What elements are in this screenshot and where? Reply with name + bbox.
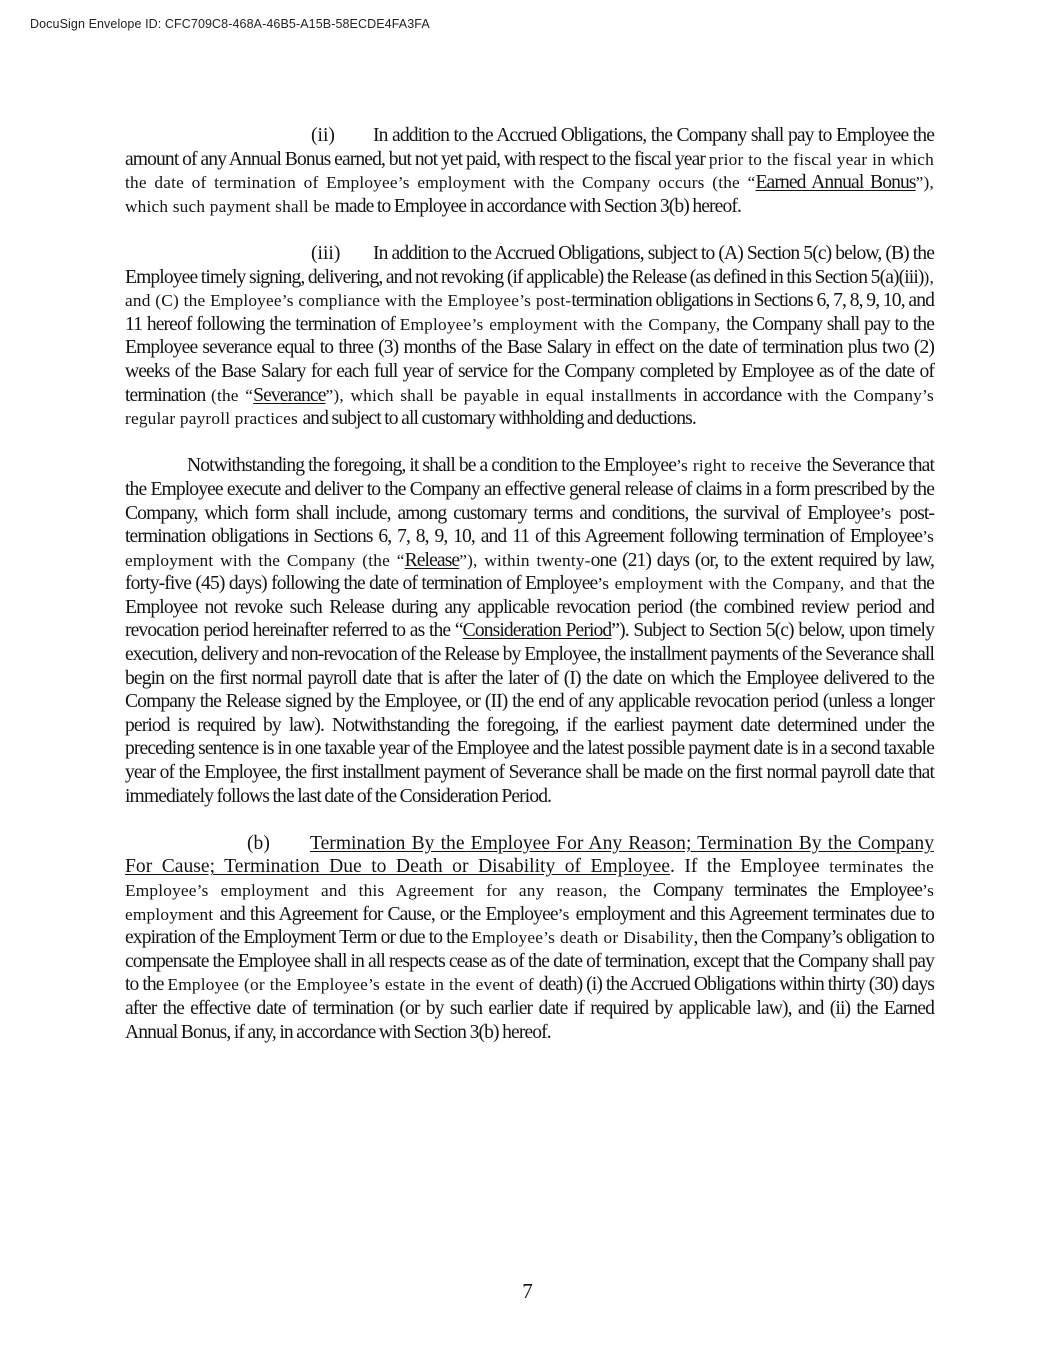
clause-text: In addition to the Accrued Obligations, subject to (A) Section 5(c) below, (B) the Employee timely signing, delivering, and not revoking (if applicable) the Release (as defined in this Section 5(a)(iii) [125,242,934,288]
clause-text: terminates the Employee’s employment and this Agreement for any reason, the [125,857,935,900]
clause-text: In addition to the Accrued Obligations, the Company shall pay to Employee the amount of any Annual Bonus earned, but not yet paid, with respect to the fiscal year [125,125,934,170]
clause-text: ), and (C) the Employee’s compliance with the Employee’s post- [125,267,934,311]
paragraph-text: ”), within twenty- [459,550,591,570]
page-number: 7 [522,1279,533,1303]
clause-text: ’s employment [125,881,934,924]
clause-text: (the “ [210,385,254,405]
clause-text: ”), which such payment shall be [125,173,934,216]
section-5a-ii-paragraph [125,124,934,218]
clause-text: death) (i) the Accrued Obligations within thirty (30) days after the effective date of termination (or by such earlier date if required by applicable law), and (ii) the Earned Annual Bonus, if any, in accordance with Section 3(b) hereof. [125,974,934,1043]
section-5b-paragraph [125,832,934,1044]
clause-text: Company terminates the Employee [653,880,923,901]
clause-text: in accordance [683,384,788,406]
clause-text: prior to the fiscal year in which the date of termination of Employee’s employment with the Company occurs (the “ [125,149,934,193]
clause-number-ii: (ii) [311,125,335,146]
clause-text: Employee (or the Employee’s estate in the event of [167,975,539,995]
paragraph-text: post-termination obligations in Sections 6, 7, 8, 9, 10, and 11 of this Agreement following termination of Employee [125,502,935,548]
paragraph-text: ”). Subject to Section 5(c) below, upon timely execution, delivery and non-revocation of the Release by Employee, the installment payments of the Severance shall begin on the first normal payroll date that is after the later of (I) the date on which the Employee delivered to the Company the Release signed by the Employee, or (II) the end of any applicable revocation period (unless a longer period is required by law). Notwithstanding the foregoing, if the earliest payment date determined under the preceding sentence is in one taxable year of the Employee and the latest possible payment date is in a second taxable year of the Employee, the first installment payment of Severance shall be made on the first normal payroll date that immediately follows the last date of the Consideration Period. [125,620,934,807]
paragraph-text: the Employee not revoke such Release during any applicable revocation period (the combined review period and revocation period hereinafter referred to as the “ [125,573,934,642]
docusign-envelope-id: DocuSign Envelope ID: CFC709C8-468A-46B5-A15B-58ECDE4FA3FA [30,17,430,31]
defined-term-severance: Severance [253,384,326,406]
clause-text: , then the Company’s obligation to compensate the Employee shall in all respects cease as of the date of termination, except that the Company shall pay to the [125,927,935,996]
clause-text: ”), which shall be payable in equal installments [325,385,684,405]
clause-text: termination obligations in Sections 6, 7, 8, 9, 10, and 11 hereof following the termination of [125,290,934,335]
document-page [125,124,934,1068]
section-heading: Termination By the Employee For Any Reason; Termination By the Company For Cause; Termination Due to Death or Disability of Employee [125,832,934,878]
clause-text: Employee’s death or Disability [471,928,694,948]
clause-text: Employee’s employment with the Company, [399,314,727,334]
paragraph-text: ’s employment with the Company, and that [597,574,913,594]
section-5a-iii-paragraph [125,242,934,431]
paragraph-text: ’s employment with the Company (the “ [125,527,934,570]
clause-text: and this Agreement for Cause, or the Employee [219,903,558,925]
clause-text: with the Company’s regular payroll practices [125,385,934,429]
paragraph-text: ’s right to receive [676,456,807,476]
clause-text: employment and this Agreement terminates due to expiration of the Employment Term or due to the [125,903,934,949]
defined-term-release: Release [404,549,460,571]
clause-number-iii: (iii) [311,242,341,264]
paragraph-text: the Severance that the Employee execute and deliver to the Company an effective general release of claims in a form prescribed by the Company, which form shall include, among customary terms and conditions, the survival of Employee [125,455,935,524]
clause-text: made to Employee in accordance with Section 3(b) hereof. [334,195,741,217]
defined-term-consideration-period: Consideration Period [462,620,612,642]
paragraph-text: Notwithstanding the foregoing, it shall be a condition to the Employee [187,455,677,477]
clause-number-b: (b) [247,832,270,854]
release-condition-paragraph [125,454,934,808]
clause-text: . If the Employee [669,856,830,878]
clause-text: the Company shall pay to the Employee severance equal to three (3) months of the Base Salary in effect on the date of termination plus two (2) weeks of the Base Salary for each full year of service for the Company completed by Employee as of the date of termination [125,313,934,406]
paragraph-text: ’s [879,503,900,523]
paragraph-text: one (21) days (or, to the extent required by law, forty-five (45) days) following the date of termination of Employee [125,549,934,595]
defined-term-earned-annual-bonus: Earned Annual Bonus [755,172,916,194]
clause-text: ’s [557,904,576,924]
clause-text: and subject to all customary withholding and deductions. [302,408,696,430]
